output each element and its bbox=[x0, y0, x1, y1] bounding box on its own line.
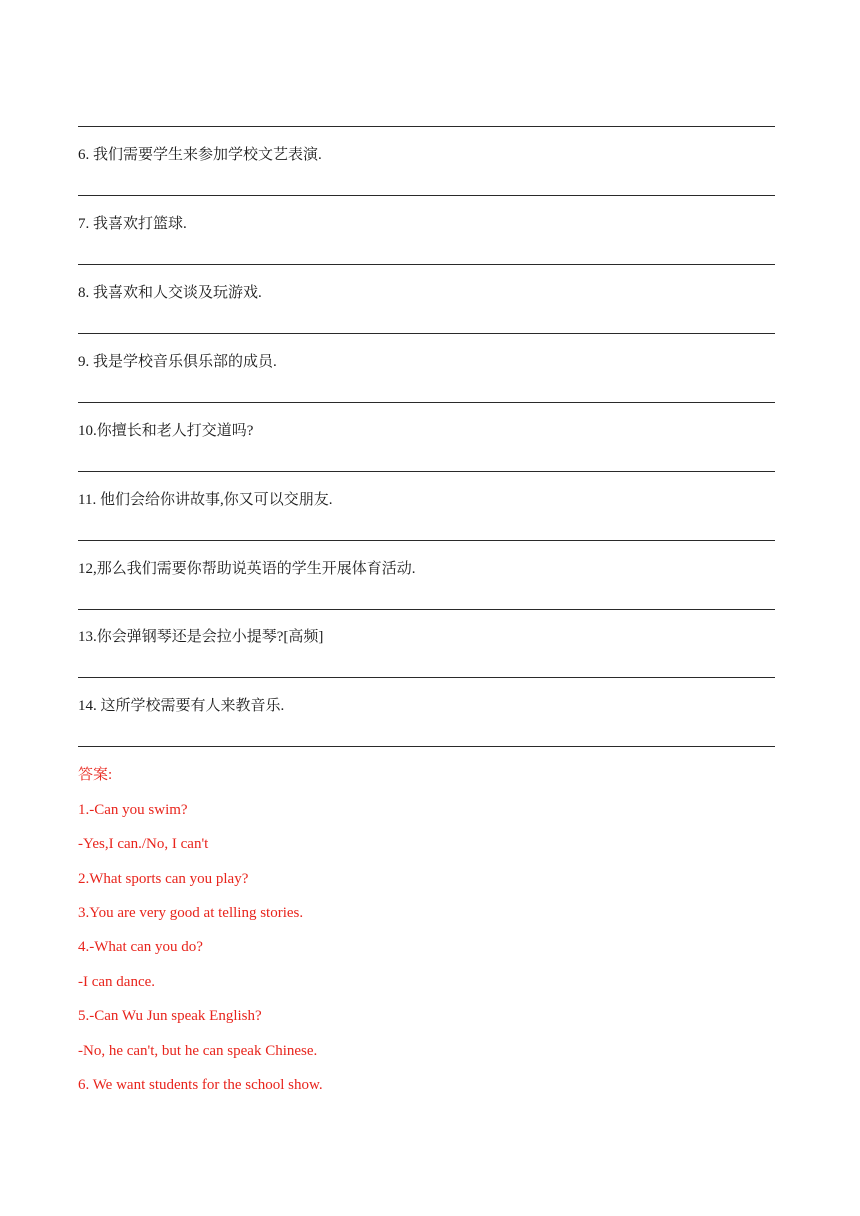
question-11: 11. 他们会给你讲故事,你又可以交朋友. bbox=[78, 492, 333, 508]
answer-blank-line bbox=[78, 746, 775, 747]
answer-line: 5.-Can Wu Jun speak English? bbox=[78, 1008, 262, 1024]
question-10: 10.你擅长和老人打交道吗? bbox=[78, 423, 254, 439]
answer-blank-line bbox=[78, 677, 775, 678]
answer-blank-line bbox=[78, 264, 775, 265]
question-13: 13.你会弹钢琴还是会拉小提琴?[高频] bbox=[78, 629, 324, 645]
answer-line: 2.What sports can you play? bbox=[78, 871, 249, 887]
answer-line: 3.You are very good at telling stories. bbox=[78, 905, 304, 921]
answer-line: -I can dance. bbox=[78, 974, 156, 990]
answer-blank-line bbox=[78, 333, 775, 334]
question-8: 8. 我喜欢和人交谈及玩游戏. bbox=[78, 285, 262, 301]
answer-blank-line bbox=[78, 402, 775, 403]
answer-line: 6. We want students for the school show. bbox=[78, 1077, 323, 1093]
question-6: 6. 我们需要学生来参加学校文艺表演. bbox=[78, 147, 322, 163]
answer-blank-line bbox=[78, 609, 775, 610]
question-12: 12,那么我们需要你帮助说英语的学生开展体育活动. bbox=[78, 561, 416, 577]
answers-heading: 答案: bbox=[78, 767, 113, 783]
question-14: 14. 这所学校需要有人来教音乐. bbox=[78, 698, 285, 714]
question-9: 9. 我是学校音乐俱乐部的成员. bbox=[78, 354, 277, 370]
answer-line: 4.-What can you do? bbox=[78, 939, 203, 955]
answer-blank-line bbox=[78, 195, 775, 196]
answer-blank-line bbox=[78, 126, 775, 127]
answer-line: -Yes,I can./No, I can't bbox=[78, 836, 209, 852]
question-7: 7. 我喜欢打篮球. bbox=[78, 216, 187, 232]
answer-line: 1.-Can you swim? bbox=[78, 802, 188, 818]
answer-line: -No, he can't, but he can speak Chinese. bbox=[78, 1043, 318, 1059]
answer-blank-line bbox=[78, 471, 775, 472]
answer-blank-line bbox=[78, 540, 775, 541]
